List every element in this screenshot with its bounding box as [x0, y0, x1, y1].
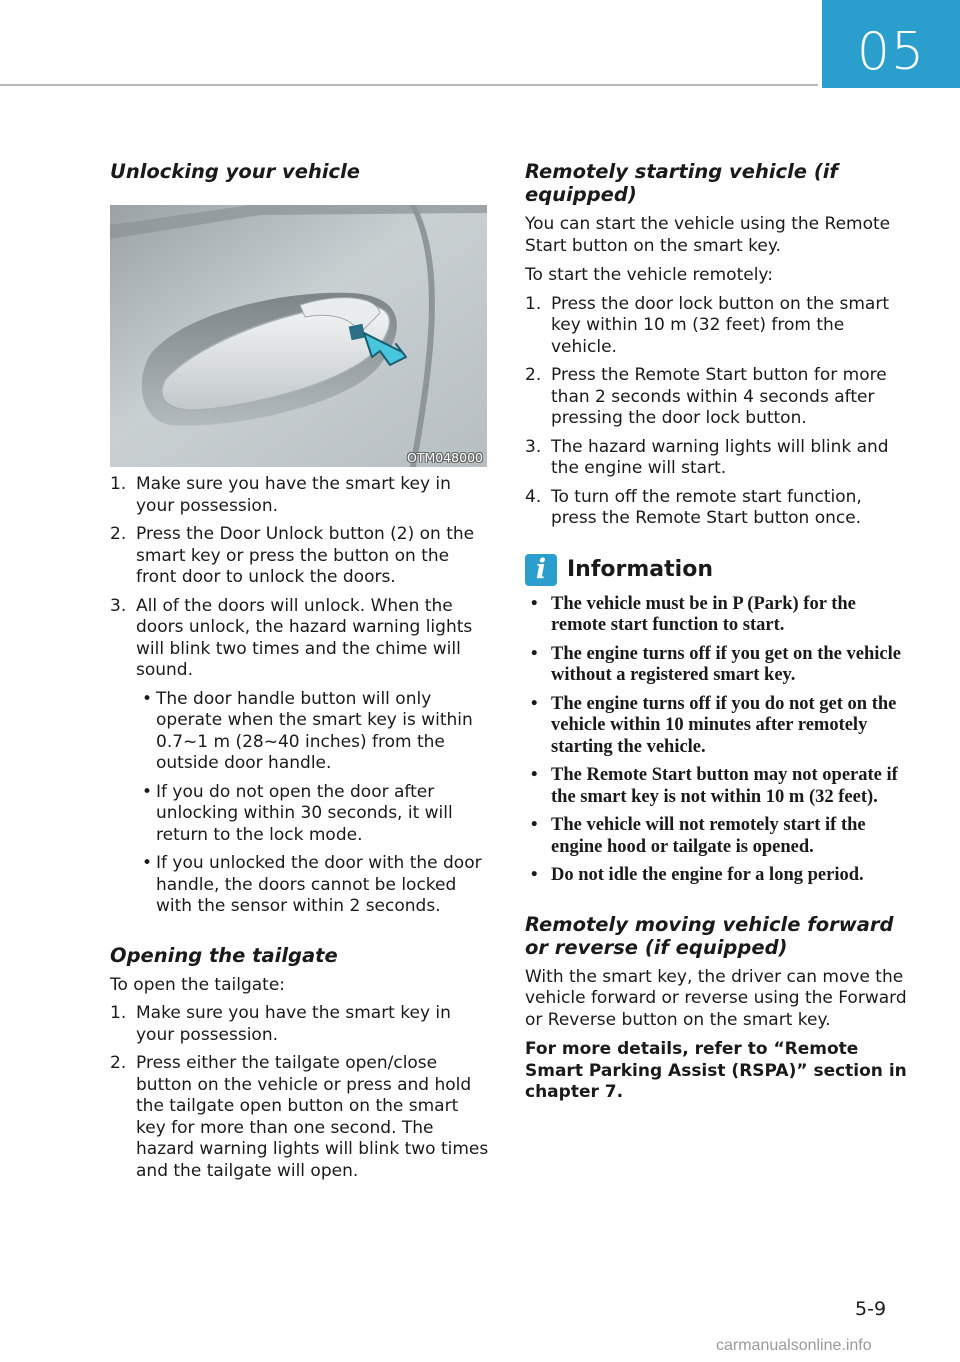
figure-code: OTM048000 — [407, 450, 483, 465]
list-item: 2. Press the Remote Start button for more than 2 seconds within 4 seconds after pressing the door lock button. — [525, 365, 887, 428]
list-item: 1. Make sure you have the smart key in your possession. — [110, 1003, 451, 1045]
remote-start-lead: To start the vehicle remotely: — [525, 265, 773, 285]
info-icon: i — [525, 554, 557, 586]
information-header — [525, 554, 910, 586]
list-item: • If you do not open the door after unlocking within 30 seconds, it will return to the lock mode. — [136, 782, 490, 847]
tailgate-intro: To open the tailgate: — [110, 974, 286, 995]
list-item: • Do not idle the engine for a long period. — [525, 865, 910, 887]
watermark: carmanualsonline.info — [716, 1337, 872, 1354]
list-item: • If you unlocked the door with the door handle, the doors cannot be locked with the sensor within 2 seconds. — [136, 853, 490, 918]
list-item: • The engine turns off if you get on the vehicle without a registered smart key. — [525, 644, 910, 687]
unlock-notes — [136, 689, 490, 918]
information-list — [525, 594, 910, 887]
list-item: 1. Make sure you have the smart key in your possession. — [110, 474, 451, 516]
heading-remote-start: Remotely starting vehicle (if equipped) — [525, 160, 838, 206]
list-item: 2. Press either the tailgate open/close button on the vehicle or press and hold the tailgate open button on the smart key for more than one second. The hazard warning lights will blink two times and the tailgate will open. — [110, 1053, 489, 1181]
chapter-tab: 05 — [822, 0, 960, 88]
list-item: 3. The hazard warning lights will blink and the engine will start. — [525, 436, 889, 478]
right-column — [525, 160, 910, 1104]
left-column — [110, 160, 490, 1182]
heading-unlocking: Unlocking your vehicle — [110, 160, 361, 183]
information-title: Information — [567, 557, 713, 582]
door-handle-illustration — [110, 205, 487, 467]
list-item: • The door handle button will only operate when the smart key is within 0.7~1 m (28~40 inches) from the outside door handle. — [136, 689, 490, 775]
unlock-steps — [110, 474, 490, 918]
door-handle-figure — [110, 205, 487, 467]
list-item: 3. All of the doors will unlock. When the doors unlock, the hazard warning lights will blink two times and the chime will sound. • The door handle button will only operate when the smart key is within 0.7~1 m (28~40 inches) from the outside door handle. • If you do not open the door after unlocking within 30 seconds, it will return to the lock mode. • If you unlocked the door with the door handle, the doors cannot be locked with the sensor within 2 seconds. — [110, 596, 490, 918]
list-item: • The Remote Start button may not operate if the smart key is not within 10 m (32 feet). — [525, 765, 910, 808]
list-item: • The engine turns off if you do not get on the vehicle within 10 minutes after remotely starting the vehicle. — [525, 694, 910, 759]
remote-move-text: With the smart key, the driver can move the vehicle forward or reverse using the Forward or Reverse button on the smart key. — [525, 966, 907, 1030]
heading-tailgate: Opening the tailgate — [110, 943, 338, 967]
list-item: 1. Press the door lock button on the smart key within 10 m (32 feet) from the vehicle. — [525, 293, 889, 357]
tailgate-steps — [110, 1003, 490, 1182]
remote-start-intro: You can start the vehicle using the Remote Start button on the smart key. — [525, 214, 891, 256]
heading-remote-move: Remotely moving vehicle forward or reverse (if equipped) — [525, 912, 894, 959]
list-item: • The vehicle must be in P (Park) for the remote start function to start. — [525, 594, 910, 637]
list-item: 2. Press the Door Unlock button (2) on the smart key or press the button on the front door to unlock the doors. — [110, 524, 475, 587]
header-rule — [0, 84, 818, 86]
page-number: 5-9 — [855, 1298, 887, 1320]
list-item: 4. To turn off the remote start function, press the Remote Start button once. — [525, 486, 862, 528]
remote-start-steps — [525, 294, 910, 530]
remote-move-reference: For more details, refer to “Remote Smart Parking Assist (RSPA)” section in chapter 7. — [525, 1039, 907, 1102]
list-item: • The vehicle will not remotely start if the engine hood or tailgate is opened. — [525, 815, 910, 858]
